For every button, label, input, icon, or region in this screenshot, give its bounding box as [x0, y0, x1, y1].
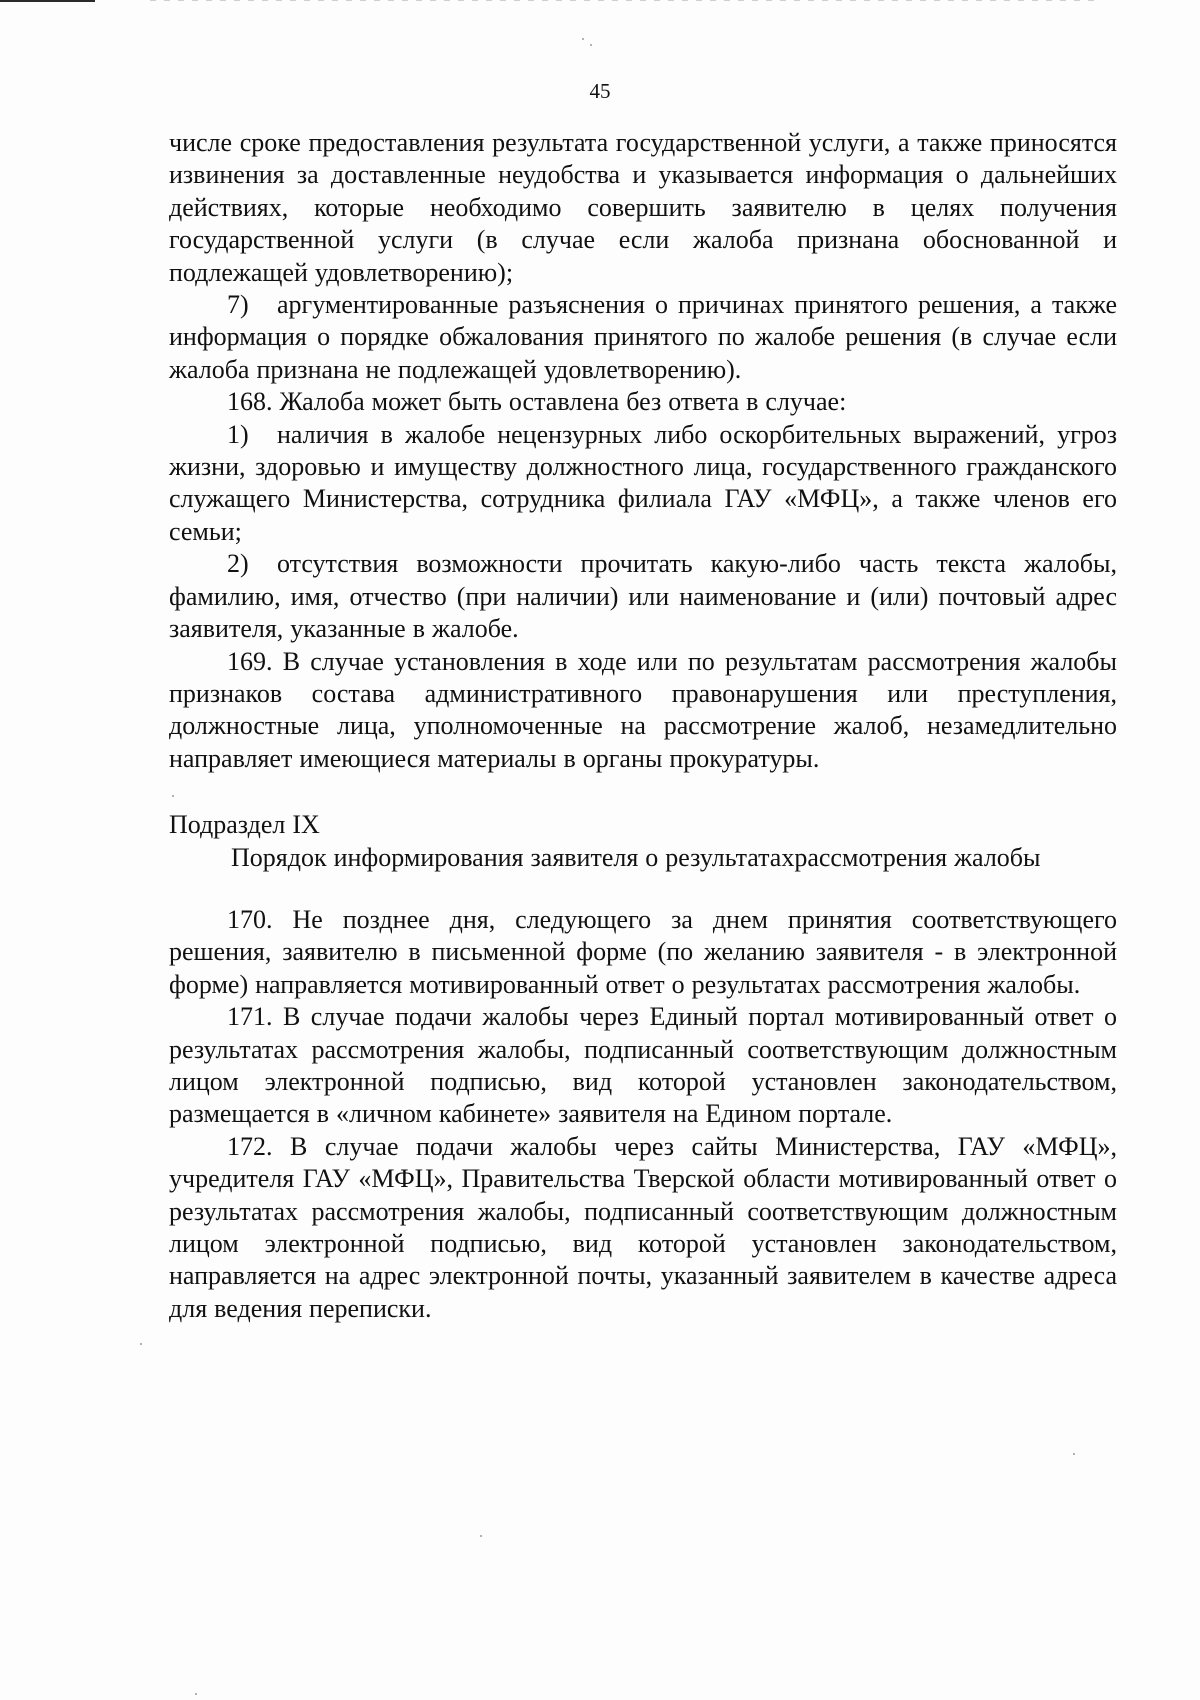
list-item-text: наличия в жалобе нецензурных либо оскорбительных выражений, угроз жизни, здоровью и имуществу должностного лица, государственного гражданского служащего Министерства, сотрудника филиала ГАУ «МФЦ», а также членов его семьи; [169, 419, 1117, 546]
document-body [169, 127, 1117, 1325]
paragraph-172: 172. В случае подачи жалобы через сайты Министерства, ГАУ «МФЦ», учредителя ГАУ «МФЦ», Правительства Тверской области мотивированный ответ о результатах рассмотрения жалобы, подписанный соответствующим должностным лицом электронной подписью, вид которой установлен законодательством, направляется на адрес электронной почты, указанный заявителем в качестве адреса для ведения переписки. [169, 1131, 1117, 1323]
list-number: 2) [227, 549, 249, 579]
paragraph-169: 169. В случае установления в ходе или по результатам рассмотрения жалобы признаков состава административного правонарушения или преступления, должностные лица, уполномоченные на рассмотрение жалоб, незамедлительно направляет имеющиеся материалы в органы прокуратуры. [169, 646, 1117, 773]
spacer [169, 775, 1117, 809]
scan-speck [582, 38, 584, 40]
subsection-title: Подраздел IX [169, 810, 320, 840]
paragraph-170: 170. Не позднее дня, следующего за днем принятия соответствующего решения, заявителю в письменной форме (по желанию заявителя - в электронной форме) направляется мотивированный ответ о результатах рассмотрения жалобы. [169, 904, 1117, 999]
scan-speck [1073, 1453, 1075, 1455]
list-item-2 [169, 548, 1117, 645]
list-item-1 [169, 419, 1117, 549]
spacer [169, 874, 1117, 904]
scan-edge-mark [0, 0, 95, 2]
scan-speck [480, 1535, 482, 1537]
paragraph-continuation: числе сроке предоставления результата государственной услуги, а также приносятся извинения за доставленные неудобства и указывается информация о дальнейших действиях, которые необходимо совершить заявителю в целях получения государственной услуги (в случае если жалоба признана обоснованной и подлежащей удовлетворению); [169, 128, 1117, 287]
scan-speck [140, 1343, 142, 1345]
subsection-heading: Порядок информирования заявителя о результатахрассмотрения жалобы [231, 842, 1041, 872]
scan-edge-dots [150, 0, 1100, 1]
scan-speck [590, 44, 592, 46]
list-number: 1) [227, 419, 249, 449]
list-item-7 [169, 289, 1117, 386]
list-item-text: аргументированные разъяснения о причинах принятого решения, а также информация о порядке обжалования принятого по жалобе решения (в случае если жалоба признана не подлежащей удовлетворению). [169, 290, 1117, 384]
paragraph-171: 171. В случае подачи жалобы через Единый портал мотивированный ответ о результатах рассмотрения жалобы, подписанный соответствующим должностным лицом электронной подписью, вид которой установлен законодательством, размещается в «личном кабинете» заявителя на Едином портале. [169, 1002, 1117, 1129]
page-number: 45 [589, 79, 611, 103]
list-item-text: отсутствия возможности прочитать какую-либо часть текста жалобы, фамилию, имя, отчество (при наличии) или наименование и (или) почтовый адрес заявителя, указанные в жалобе. [169, 549, 1117, 644]
list-number: 7) [227, 290, 249, 320]
paragraph-168: 168. Жалоба может быть оставлена без ответа в случае: [227, 387, 847, 417]
scan-speck [195, 1693, 197, 1695]
